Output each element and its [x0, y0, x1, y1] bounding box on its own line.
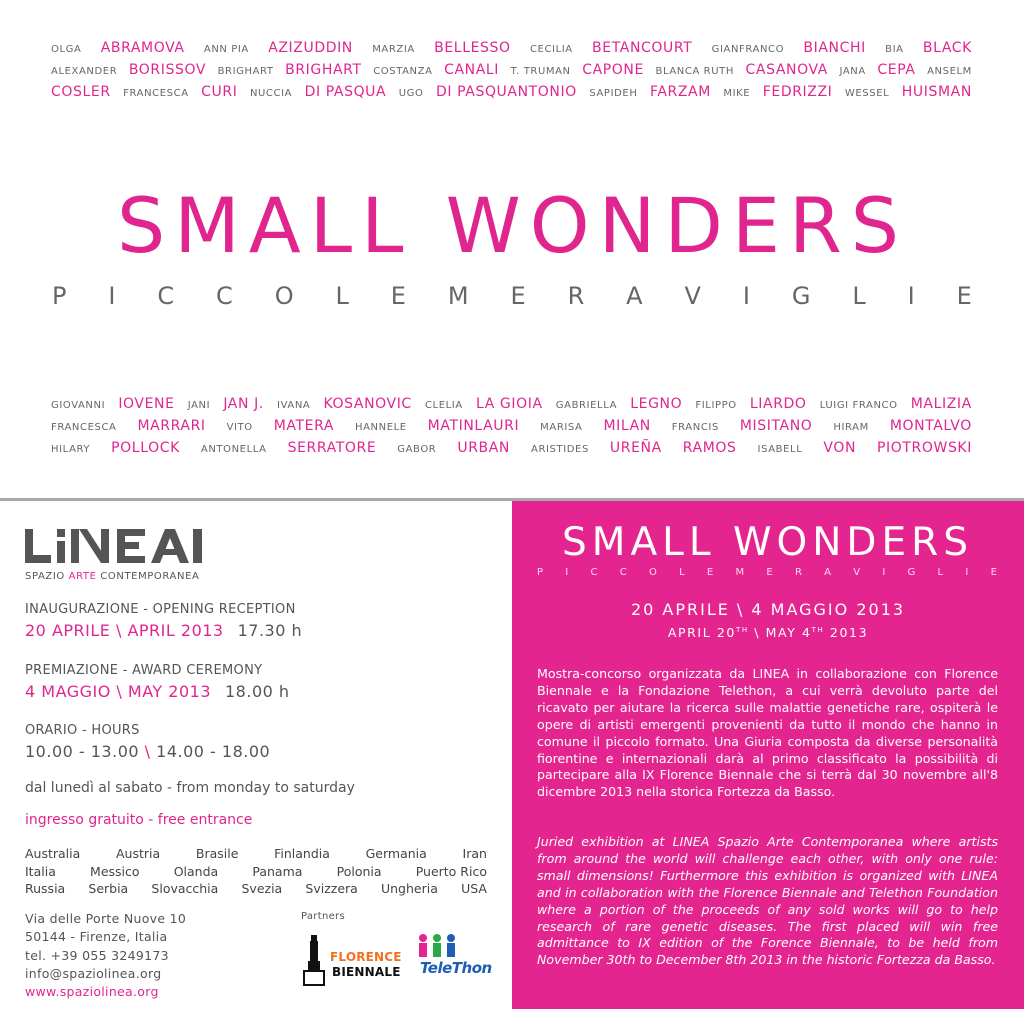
artist-first-name: FRANCESCA — [51, 422, 117, 433]
country-name: Austria — [116, 846, 161, 861]
tagline-arte: ARTE — [68, 571, 97, 582]
hours-morning: 10.00 - 13.00 — [25, 742, 140, 761]
country-name: Svezia — [241, 881, 283, 896]
artist-first-name: CECILIA — [529, 44, 573, 55]
panel-subtitle-letter: I — [965, 567, 969, 578]
date-en-end: \ MAY 4 — [748, 625, 812, 640]
award-date: 4 MAGGIO \ MAY 2013 — [25, 682, 211, 701]
hours-value — [25, 742, 270, 761]
panel-subtitle-letter: E — [706, 567, 714, 578]
country-row — [25, 881, 487, 899]
country-name: Germania — [365, 846, 427, 861]
artist-first-name: ARISTIDES — [531, 444, 589, 455]
artist-last-name: FEDRIZZI — [762, 84, 833, 100]
panel-subtitle-letter: M — [735, 567, 745, 578]
country-name: Finlandia — [274, 846, 330, 861]
artist-last-name: CASANOVA — [745, 62, 828, 78]
statue-icon — [302, 933, 326, 987]
telethon-text: TeleThon — [420, 959, 492, 977]
telethon-logo — [414, 933, 492, 988]
address-city: 50144 - Firenze, Italia — [25, 929, 168, 945]
date-en-start-suffix: TH — [735, 625, 749, 634]
hours-separator: \ — [144, 742, 151, 761]
address-street: Via delle Porte Nuove 10 — [25, 911, 187, 926]
panel-subtitle-letter: L — [937, 567, 944, 578]
subtitle-letter: G — [791, 282, 811, 310]
subtitle-letter: C — [157, 282, 175, 310]
award-time: 18.00 h — [225, 682, 290, 701]
biennale-text: BIENNALE — [332, 965, 401, 979]
artist-last-name: LA GIOIA — [475, 396, 543, 412]
artist-line — [51, 40, 972, 62]
opening-section — [25, 602, 302, 640]
artist-first-name: FRANCESCA — [123, 88, 189, 99]
subtitle-letter: L — [335, 282, 349, 310]
artist-first-name: ANN PIA — [203, 44, 249, 55]
artist-last-name: UREÑA — [609, 440, 662, 456]
artist-last-name: MATINLAURI — [427, 418, 520, 434]
artist-list-top — [51, 40, 972, 106]
panel-subtitle-letter: E — [766, 567, 773, 578]
panel-subtitle-letter: L — [679, 567, 685, 578]
artist-last-name: VON — [823, 440, 857, 456]
opening-label: INAUGURAZIONE - OPENING RECEPTION — [25, 602, 296, 617]
artist-last-name: MISITANO — [739, 418, 813, 434]
artist-first-name: MARISA — [540, 422, 583, 433]
subtitle-letter: P — [52, 282, 67, 310]
artist-first-name: BLANCA RUTH — [655, 66, 734, 77]
description-english: Juried exhibition at LINEA Spazio Arte Contemporanea where artists from around the world will challenge each other, with only one rule: small dimensions! Furthermore this exhibition is organized with LINEA and in collaboration with the Florence Biennale and Telethon Foundation where a portion of the proceeds of any sold works will go to help research of rare genetic diseases. The first placed will win free admittance to IX edition of the Forence Biennale, to be held from November 30th to December 8th 2013 in the historic Fortezza da Basso. — [537, 834, 998, 968]
artist-last-name: MONTALVO — [889, 418, 972, 434]
artist-last-name: FARZAM — [649, 84, 711, 100]
country-name: Messico — [90, 863, 140, 879]
panel-subtitle-letter: A — [824, 567, 831, 578]
panel-subtitle-letter: V — [853, 567, 861, 578]
artist-first-name: IVANA — [277, 400, 311, 411]
artist-last-name: LEGNO — [630, 396, 683, 412]
artist-last-name: BRIGHART — [285, 62, 362, 78]
artist-last-name: MATERA — [273, 418, 335, 434]
artist-last-name: BELLESSO — [434, 40, 511, 56]
countries-list — [25, 846, 487, 899]
linea-tagline — [25, 571, 225, 582]
artist-last-name: POLLOCK — [111, 440, 180, 456]
description-panel — [512, 501, 1024, 1009]
tagline-spazio: SPAZIO — [25, 571, 69, 582]
artist-last-name: PIOTROWSKI — [877, 440, 972, 456]
panel-subtitle-letter: E — [990, 567, 997, 578]
country-row — [25, 846, 487, 864]
award-date-line — [25, 682, 290, 701]
hours-afternoon: 14.00 - 18.00 — [156, 742, 271, 761]
date-en-start: APRIL 20 — [667, 625, 736, 640]
panel-subtitle — [537, 567, 997, 578]
country-name: Italia — [25, 863, 56, 879]
country-name: Russia — [25, 881, 66, 896]
artist-first-name: COSTANZA — [373, 66, 433, 77]
dates-english — [512, 625, 1024, 640]
address-email[interactable]: info@spaziolinea.org — [25, 965, 162, 981]
artist-last-name: LIARDO — [749, 396, 807, 412]
subtitle-letter: M — [447, 282, 469, 310]
country-name: Polonia — [336, 863, 382, 879]
subtitle-letter: I — [907, 282, 915, 310]
country-name: Australia — [25, 846, 81, 861]
subtitle-letter: A — [626, 282, 643, 310]
artist-last-name: CANALI — [444, 62, 500, 78]
panel-subtitle-letter: C — [619, 567, 627, 578]
subtitle-letter: I — [108, 282, 116, 310]
florence-text: FLORENCE — [330, 950, 402, 964]
artist-first-name: GABRIELLA — [555, 400, 618, 411]
free-entrance: ingresso gratuito - free entrance — [25, 812, 253, 828]
artist-last-name: CAPONE — [582, 62, 644, 78]
artist-first-name: GIANFRANCO — [711, 44, 785, 55]
country-name: Iran — [462, 846, 487, 861]
artist-last-name: BIANCHI — [803, 40, 866, 56]
artist-first-name: HILARY — [51, 444, 91, 455]
linea-logo-mark — [25, 525, 209, 565]
subtitle-letter: V — [684, 282, 701, 310]
panel-subtitle-letter: I — [565, 567, 569, 578]
artist-last-name: RAMOS — [682, 440, 737, 456]
artist-line — [51, 62, 972, 84]
date-en-year: 2013 — [824, 625, 869, 640]
opening-days: dal lunedì al sabato - from monday to saturday — [25, 780, 355, 796]
artist-first-name: CLELIA — [424, 400, 463, 411]
artist-first-name: T. TRUMAN — [510, 66, 571, 77]
country-name: Brasile — [195, 846, 239, 861]
panel-subtitle-letter: G — [907, 567, 916, 578]
opening-date: 20 APRILE \ APRIL 2013 — [25, 621, 224, 640]
artist-last-name: DI PASQUA — [304, 84, 387, 100]
artist-line — [51, 84, 972, 106]
artist-last-name: BLACK — [922, 40, 972, 56]
artist-last-name: MILAN — [603, 418, 651, 434]
tagline-contemporanea: CONTEMPORANEA — [96, 571, 200, 582]
artist-first-name: ANTONELLA — [200, 444, 267, 455]
panel-subtitle-letter: R — [794, 567, 802, 578]
artist-first-name: HANNELE — [354, 422, 407, 433]
artist-first-name: JANI — [187, 400, 211, 411]
subtitle-letter: O — [274, 282, 294, 310]
country-name: Svizzera — [305, 881, 358, 896]
subtitle-letter: E — [956, 282, 972, 310]
linea-logo — [25, 525, 225, 582]
artist-last-name: DI PASQUANTONIO — [435, 84, 577, 100]
award-label: PREMIAZIONE - AWARD CEREMONY — [25, 663, 263, 678]
opening-date-line — [25, 621, 302, 640]
website-link[interactable]: www.spaziolinea.org — [25, 984, 159, 1000]
artist-first-name: NUCCIA — [249, 88, 293, 99]
florence-biennale-logo — [302, 933, 402, 988]
artist-last-name: KOSANOVIC — [323, 396, 412, 412]
artist-first-name: OLGA — [51, 44, 82, 55]
hours-section — [25, 723, 270, 761]
artist-first-name: MIKE — [723, 88, 751, 99]
artist-first-name: FRANCIS — [671, 422, 719, 433]
subtitle-letter: I — [742, 282, 750, 310]
artist-first-name: BIA — [885, 44, 904, 55]
telethon-figures-icon — [416, 933, 460, 959]
artist-first-name: HIRAM — [833, 422, 869, 433]
country-name: Puerto Rico — [415, 863, 487, 879]
address-block — [25, 910, 186, 1001]
panel-subtitle-letter: I — [882, 567, 886, 578]
artist-first-name: ALEXANDER — [51, 66, 118, 77]
artist-last-name: BORISSOV — [128, 62, 207, 78]
artist-last-name: COSLER — [51, 84, 111, 100]
main-subtitle — [52, 282, 972, 310]
artist-first-name: FILIPPO — [695, 400, 737, 411]
opening-time: 17.30 h — [237, 621, 303, 640]
country-name: Serbia — [88, 881, 129, 896]
panel-title: SMALL WONDERS — [562, 520, 973, 565]
artists-panel — [0, 0, 1024, 500]
country-row — [25, 864, 487, 882]
subtitle-letter: E — [390, 282, 406, 310]
country-name: Panama — [252, 863, 303, 879]
artist-first-name: BRIGHART — [217, 66, 274, 77]
dates-italian: 20 APRILE \ 4 MAGGIO 2013 — [630, 600, 906, 619]
subtitle-letter: R — [567, 282, 585, 310]
artist-last-name: BETANCOURT — [592, 40, 693, 56]
partners-label: Partners — [301, 911, 345, 922]
artist-line — [51, 418, 972, 440]
artist-last-name: MARRARI — [137, 418, 206, 434]
subtitle-letter: C — [216, 282, 233, 310]
subtitle-letter: E — [510, 282, 526, 310]
artist-last-name: URBAN — [457, 440, 510, 456]
country-name: USA — [461, 881, 487, 896]
artist-last-name: CEPA — [877, 62, 916, 78]
country-name: Olanda — [173, 863, 219, 879]
panel-subtitle-letter: C — [590, 567, 598, 578]
artist-first-name: GIOVANNI — [51, 400, 106, 411]
artist-first-name: LUIGI FRANCO — [819, 400, 898, 411]
subtitle-letter: L — [852, 282, 866, 310]
artist-last-name: ABRAMOVA — [100, 40, 185, 56]
artist-last-name: HUISMAN — [901, 84, 972, 100]
artist-first-name: ANSELM — [927, 66, 972, 77]
date-en-end-suffix: TH — [811, 625, 825, 634]
artist-last-name: IOVENE — [118, 396, 175, 412]
info-panel — [0, 501, 512, 1009]
artist-first-name: SAPIDEH — [589, 88, 638, 99]
country-name: Ungheria — [380, 881, 438, 896]
artist-last-name: MALIZIA — [910, 396, 972, 412]
address-phone: tel. +39 055 3249173 — [25, 947, 169, 963]
artist-line — [51, 440, 972, 462]
artist-first-name: JANA — [839, 66, 866, 77]
artist-last-name: JAN J. — [223, 396, 264, 412]
artist-last-name: SERRATORE — [287, 440, 377, 456]
artist-first-name: VITO — [226, 422, 253, 433]
artist-list-bottom — [51, 396, 972, 462]
panel-subtitle-letter: P — [537, 567, 544, 578]
description-italian: Mostra-concorso organizzata da LINEA in collaborazione con Florence Biennale e la Fondazione Telethon, a cui verrà devoluto parte del ricavato per aiutare la ricerca sulle malattie genetiche rare, ospiterà le opere di artisti emergenti provenienti da tutto il mondo che hanno in comune il piccolo formato. Una Giuria composta da diverse personalità fiorentine e internazionali darà al primo classificato la possibilità di partecipare alla IX Florence Biennale che si terrà dal 30 novembre all'8 dicembre 2013 nella storica Fortezza da Basso. — [537, 666, 998, 800]
artist-first-name: WESSEL — [844, 88, 890, 99]
artist-first-name: ISABELL — [757, 444, 803, 455]
artist-last-name: CURI — [201, 84, 238, 100]
panel-subtitle-letter: O — [648, 567, 657, 578]
artist-first-name: UGO — [398, 88, 424, 99]
artist-first-name: MARZIA — [372, 44, 415, 55]
artist-first-name: GABOR — [397, 444, 437, 455]
artist-line — [51, 396, 972, 418]
artist-last-name: AZIZUDDIN — [268, 40, 353, 56]
main-title: SMALL WONDERS — [116, 181, 909, 270]
country-name: Slovacchia — [151, 881, 219, 896]
hours-label: ORARIO - HOURS — [25, 723, 140, 738]
award-section — [25, 663, 290, 701]
